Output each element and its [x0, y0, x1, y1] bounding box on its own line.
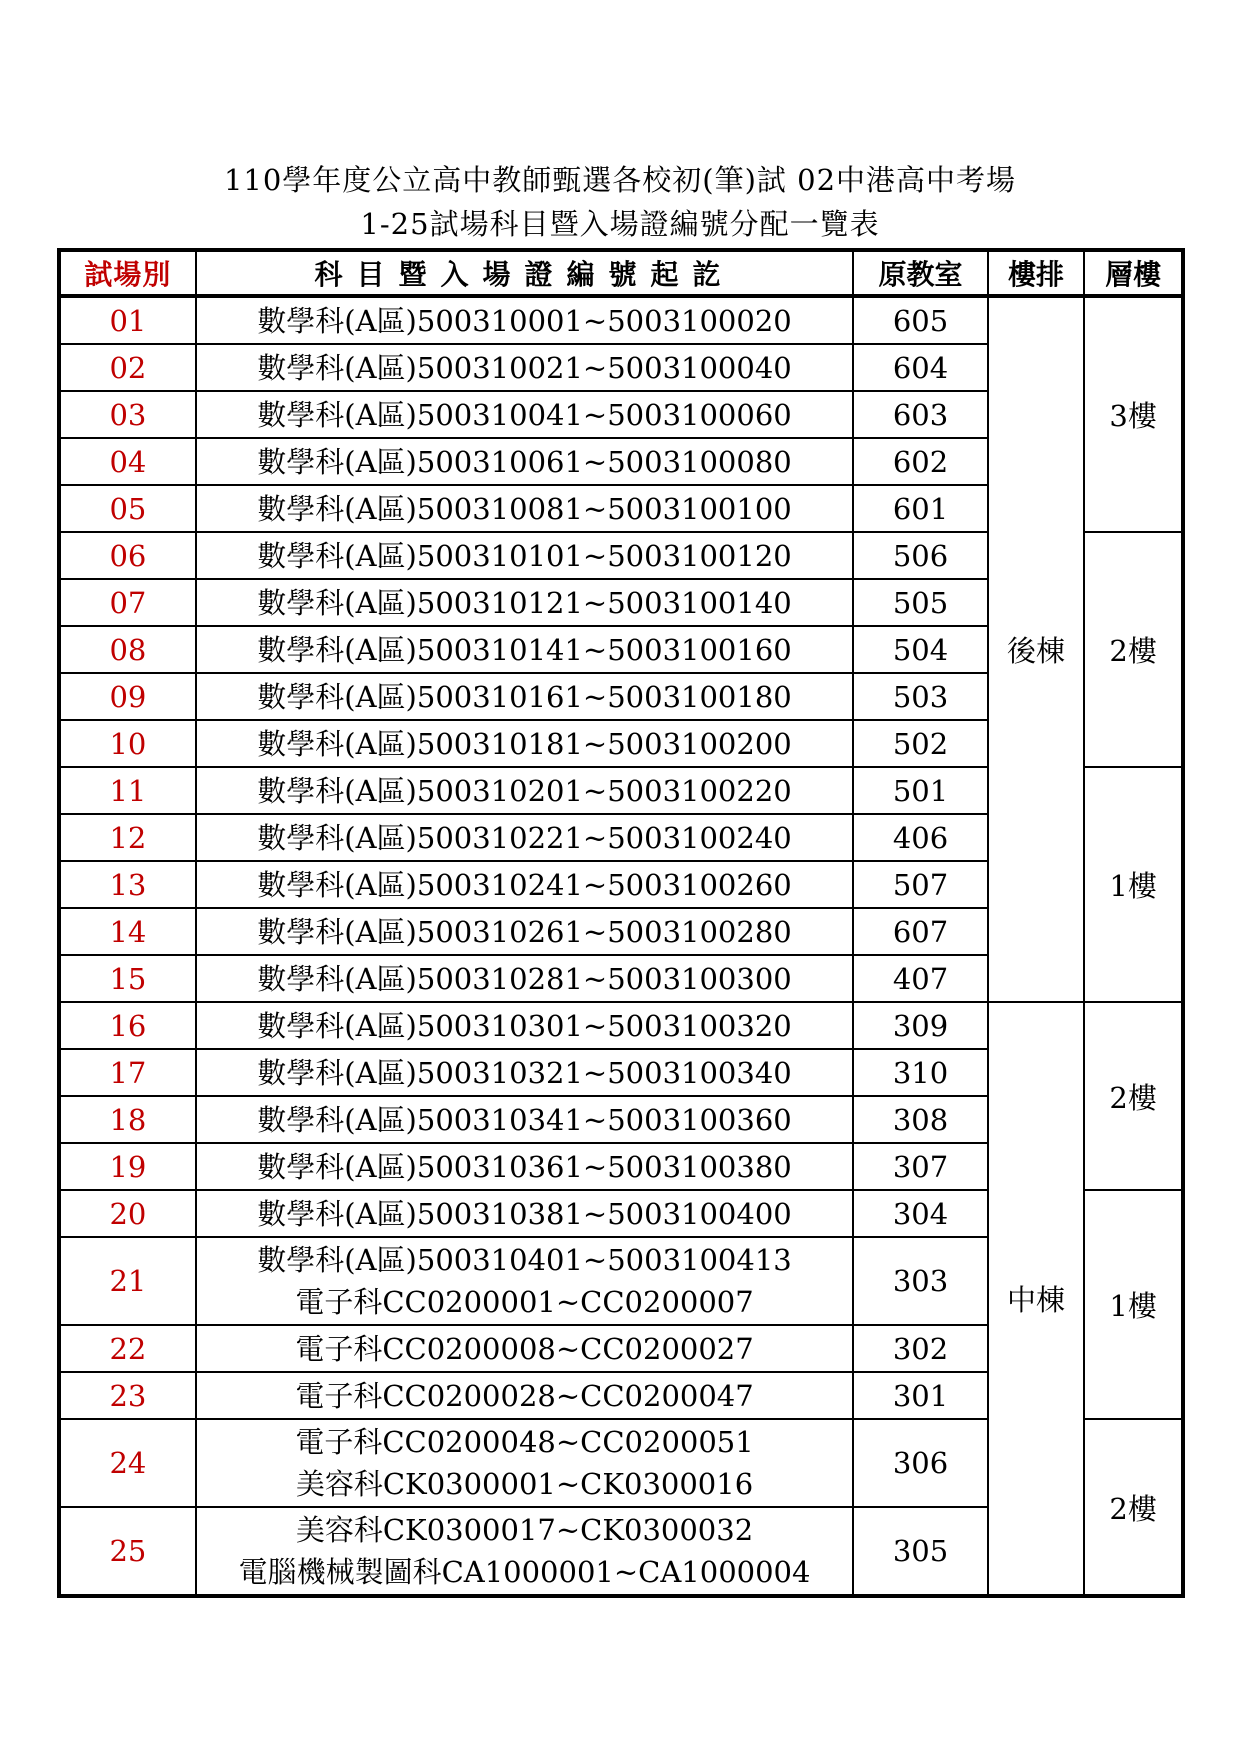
subject-range-line: 美容科CK0300001~CK0300016 — [295, 1467, 754, 1501]
room-number: 04 — [59, 438, 196, 485]
subject-range-line: 電子科CC0200001~CC0200007 — [295, 1285, 754, 1319]
floor-cell: 3樓 — [1084, 296, 1183, 532]
room-number: 22 — [59, 1325, 196, 1372]
classroom-number: 603 — [853, 391, 988, 438]
classroom-number: 303 — [853, 1237, 988, 1325]
room-number: 03 — [59, 391, 196, 438]
header-classroom: 原教室 — [853, 250, 988, 296]
subject-range — [196, 1419, 853, 1507]
room-number: 13 — [59, 861, 196, 908]
room-number: 09 — [59, 673, 196, 720]
subject-range-line: 數學科(A區)500310281~5003100300 — [257, 961, 792, 996]
subject-range-line: 數學科(A區)500310041~5003100060 — [257, 397, 792, 432]
subject-range-line: 數學科(A區)500310381~5003100400 — [257, 1196, 792, 1231]
classroom-number: 505 — [853, 579, 988, 626]
subject-range-line: 電子科CC0200028~CC0200047 — [295, 1378, 754, 1413]
classroom-number: 407 — [853, 955, 988, 1002]
subject-range-line: 數學科(A區)500310141~5003100160 — [257, 632, 792, 667]
classroom-number: 304 — [853, 1190, 988, 1237]
subject-range-line: 數學科(A區)500310401~5003100413 — [257, 1243, 792, 1277]
room-number: 20 — [59, 1190, 196, 1237]
room-number: 16 — [59, 1002, 196, 1049]
subject-range — [196, 1049, 853, 1096]
room-number: 11 — [59, 767, 196, 814]
classroom-number: 306 — [853, 1419, 988, 1507]
subject-range-line: 數學科(A區)500310181~5003100200 — [257, 726, 792, 761]
floor-cell: 2樓 — [1084, 532, 1183, 767]
subject-range-line: 數學科(A區)500310321~5003100340 — [257, 1055, 792, 1090]
subject-range — [196, 1507, 853, 1596]
subject-range — [196, 1002, 853, 1049]
subject-range — [196, 1190, 853, 1237]
document-subtitle: 1-25試場科目暨入場證編號分配一覽表 — [360, 207, 880, 241]
subject-range — [196, 579, 853, 626]
room-number: 06 — [59, 532, 196, 579]
table-row — [59, 1002, 1183, 1049]
header-room: 試場別 — [59, 250, 196, 296]
subject-range-line: 電子科CC0200008~CC0200027 — [295, 1331, 754, 1366]
classroom-number: 503 — [853, 673, 988, 720]
classroom-number: 504 — [853, 626, 988, 673]
floor-cell: 2樓 — [1084, 1419, 1183, 1596]
subject-range-line: 電子科CC0200048~CC0200051 — [295, 1425, 754, 1459]
subject-range — [196, 1237, 853, 1325]
subject-range-line: 數學科(A區)500310201~5003100220 — [257, 773, 792, 808]
subject-range-line: 數學科(A區)500310261~5003100280 — [257, 914, 792, 949]
building-cell: 中棟 — [988, 1002, 1084, 1596]
room-number: 24 — [59, 1419, 196, 1507]
room-number: 18 — [59, 1096, 196, 1143]
table-row — [59, 296, 1183, 344]
subject-range-line: 數學科(A區)500310341~5003100360 — [257, 1102, 792, 1137]
subject-range — [196, 720, 853, 767]
room-number: 14 — [59, 908, 196, 955]
classroom-number: 506 — [853, 532, 988, 579]
table-body — [59, 296, 1183, 1596]
classroom-number: 607 — [853, 908, 988, 955]
header-floor: 層樓 — [1084, 250, 1183, 296]
subject-range — [196, 1325, 853, 1372]
document-title: 110學年度公立高中教師甄選各校初(筆)試 02中港高中考場 — [223, 163, 1017, 197]
subject-range — [196, 626, 853, 673]
room-number: 19 — [59, 1143, 196, 1190]
subject-range — [196, 673, 853, 720]
subject-range — [196, 955, 853, 1002]
floor-cell: 1樓 — [1084, 1190, 1183, 1419]
room-number: 23 — [59, 1372, 196, 1419]
subject-range-line: 美容科CK0300017~CK0300032 — [295, 1513, 754, 1547]
subject-range-line: 數學科(A區)500310021~5003100040 — [257, 350, 792, 385]
subject-range-line: 數學科(A區)500310161~5003100180 — [257, 679, 792, 714]
room-number: 21 — [59, 1237, 196, 1325]
subject-range-line: 數學科(A區)500310101~5003100120 — [257, 538, 792, 573]
subject-range — [196, 438, 853, 485]
subject-range — [196, 532, 853, 579]
room-number: 15 — [59, 955, 196, 1002]
header-subject: 科目暨入場證編號起訖 — [196, 250, 853, 296]
room-number: 12 — [59, 814, 196, 861]
subject-range — [196, 1096, 853, 1143]
subject-range-line: 數學科(A區)500310221~5003100240 — [257, 820, 792, 855]
subject-range — [196, 861, 853, 908]
subject-range — [196, 485, 853, 532]
room-number: 10 — [59, 720, 196, 767]
subject-range — [196, 1372, 853, 1419]
classroom-number: 507 — [853, 861, 988, 908]
classroom-number: 501 — [853, 767, 988, 814]
floor-cell: 1樓 — [1084, 767, 1183, 1002]
subject-range — [196, 767, 853, 814]
subject-range — [196, 344, 853, 391]
room-number: 02 — [59, 344, 196, 391]
classroom-number: 308 — [853, 1096, 988, 1143]
subject-range-line: 電腦機械製圖科CA1000001~CA1000004 — [238, 1555, 811, 1589]
classroom-number: 602 — [853, 438, 988, 485]
room-number: 07 — [59, 579, 196, 626]
subject-range — [196, 814, 853, 861]
subject-range-line: 數學科(A區)500310061~5003100080 — [257, 444, 792, 479]
classroom-number: 601 — [853, 485, 988, 532]
header-building: 樓排 — [988, 250, 1084, 296]
classroom-number: 302 — [853, 1325, 988, 1372]
subject-range-line: 數學科(A區)500310301~5003100320 — [257, 1008, 792, 1043]
room-number: 01 — [59, 296, 196, 344]
room-number: 17 — [59, 1049, 196, 1096]
subject-range — [196, 908, 853, 955]
subject-range-line: 數學科(A區)500310001~5003100020 — [257, 303, 792, 338]
classroom-number: 502 — [853, 720, 988, 767]
subject-range-line: 數學科(A區)500310241~5003100260 — [257, 867, 792, 902]
classroom-number: 309 — [853, 1002, 988, 1049]
classroom-number: 406 — [853, 814, 988, 861]
subject-range-line: 數學科(A區)500310121~5003100140 — [257, 585, 792, 620]
floor-cell: 2樓 — [1084, 1002, 1183, 1190]
classroom-number: 604 — [853, 344, 988, 391]
classroom-number: 305 — [853, 1507, 988, 1596]
subject-range-line: 數學科(A區)500310361~5003100380 — [257, 1149, 792, 1184]
building-cell: 後棟 — [988, 296, 1084, 1002]
classroom-number: 310 — [853, 1049, 988, 1096]
subject-range — [196, 296, 853, 344]
room-number: 08 — [59, 626, 196, 673]
classroom-number: 307 — [853, 1143, 988, 1190]
room-number: 05 — [59, 485, 196, 532]
exam-room-table — [57, 248, 1185, 1598]
subject-range — [196, 391, 853, 438]
subject-range-line: 數學科(A區)500310081~5003100100 — [257, 491, 792, 526]
classroom-number: 301 — [853, 1372, 988, 1419]
subject-range — [196, 1143, 853, 1190]
classroom-number: 605 — [853, 296, 988, 344]
room-number: 25 — [59, 1507, 196, 1596]
table-header-row — [59, 250, 1183, 296]
